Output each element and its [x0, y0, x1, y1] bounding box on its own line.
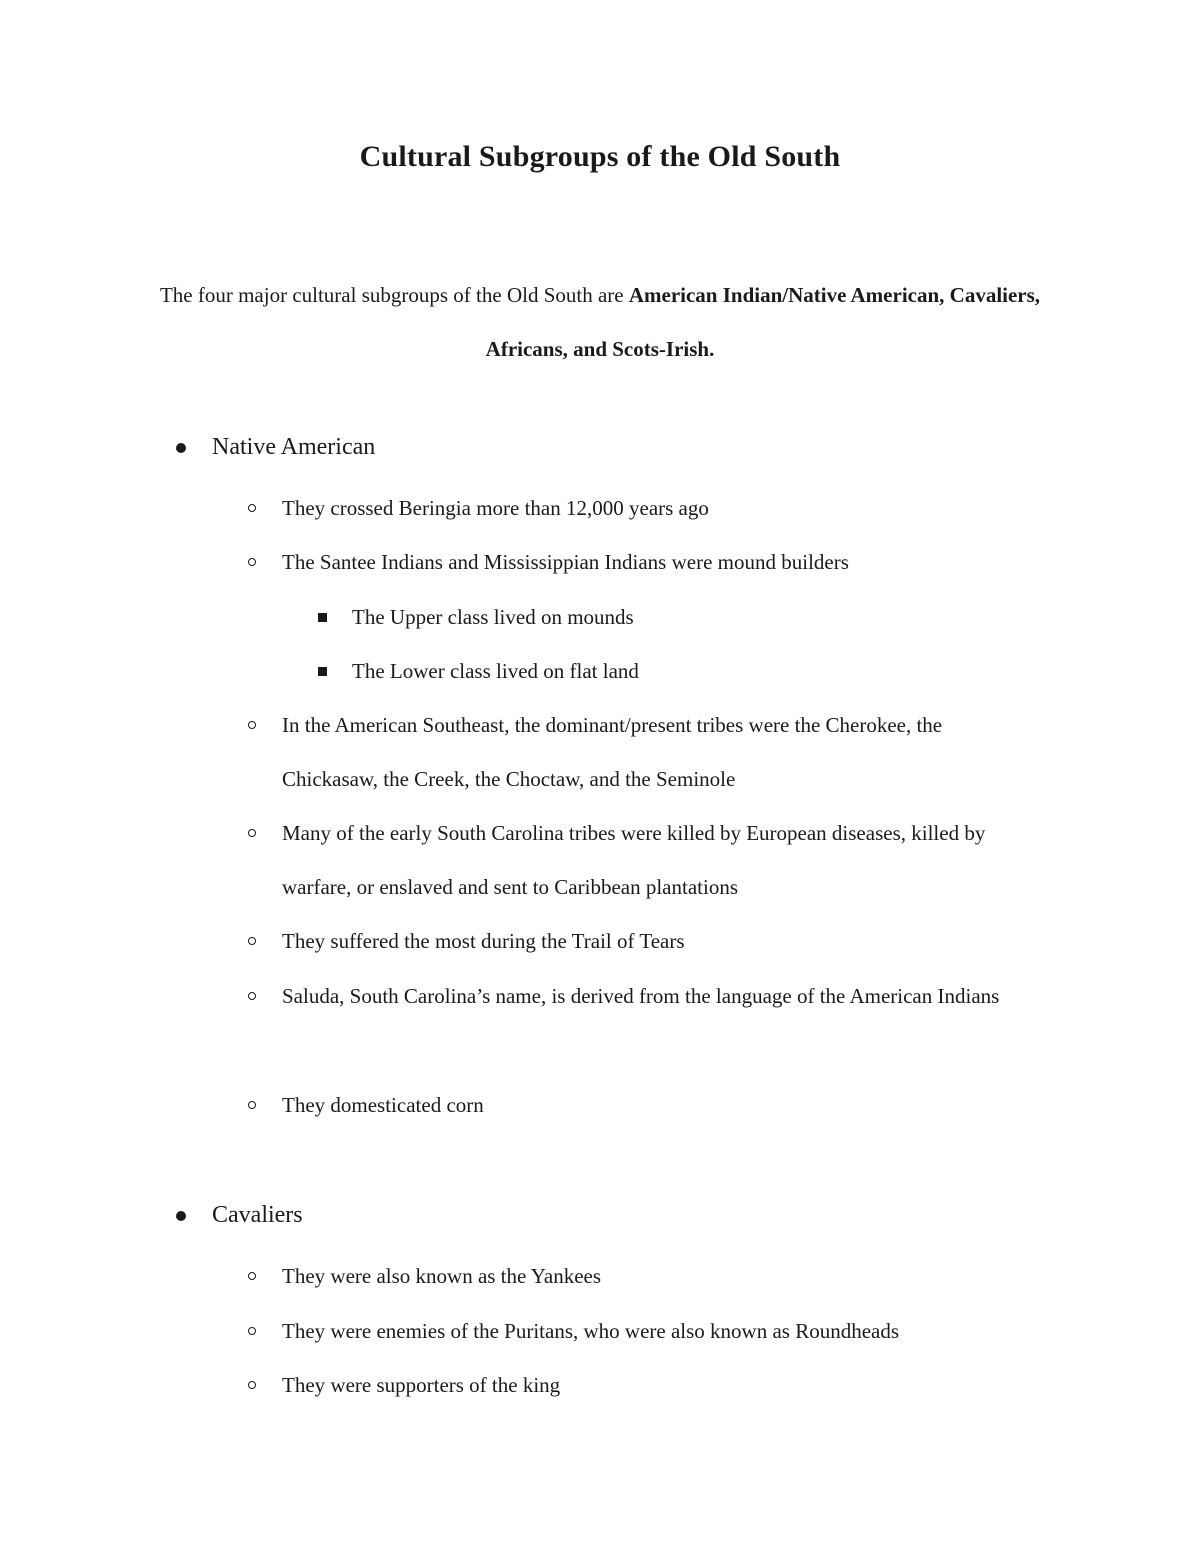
list-item: [248, 1078, 1048, 1132]
section-heading-text: Native American: [212, 434, 376, 460]
section-heading-text: Cavaliers: [212, 1202, 303, 1228]
sub-list-item: [318, 644, 1018, 698]
list-item: [248, 535, 1048, 589]
list-item-text: They suffered the most during the Trail of Tears: [282, 929, 685, 953]
square-bullet-icon: [318, 613, 327, 622]
intro-paragraph: [130, 268, 1070, 376]
list-item-text: Saluda, South Carolina’s name, is derived from the language of the American Indians: [282, 984, 1000, 1008]
list-item-text: They were supporters of the king: [282, 1373, 561, 1397]
hollow-bullet-icon: [248, 1101, 256, 1109]
hollow-bullet-icon: [248, 992, 256, 1000]
list-item-text: They domesticated corn: [282, 1093, 484, 1117]
hollow-bullet-icon: [248, 1327, 256, 1335]
list-item: [248, 969, 1028, 1023]
sub-list-item-text: The Upper class lived on mounds: [352, 605, 634, 629]
hollow-bullet-icon: [248, 1381, 256, 1389]
hollow-bullet-icon: [248, 937, 256, 945]
list-item: [248, 806, 1058, 914]
list-item-text: Many of the early South Carolina tribes were killed by European diseases, killed by warfare, or enslaved and sent to Caribbean plantations: [282, 821, 986, 899]
hollow-bullet-icon: [248, 721, 256, 729]
list-item: [248, 698, 1038, 806]
document-title: Cultural Subgroups of the Old South: [359, 140, 841, 173]
list-item-text: They crossed Beringia more than 12,000 years ago: [282, 496, 709, 520]
list-item: [248, 914, 1048, 968]
square-bullet-icon: [318, 667, 327, 676]
intro-lead: The four major cultural subgroups of the Old South are: [159, 283, 629, 307]
intro-bold-groups: American Indian/Native American, Cavaliers, Africans, and Scots-Irish.: [485, 283, 1041, 361]
list-item-text: In the American Southeast, the dominant/present tribes were the Cherokee, the Chickasaw, the Creek, the Choctaw, and the Seminole: [282, 713, 943, 791]
list-item-text: They were enemies of the Puritans, who were also known as Roundheads: [282, 1319, 900, 1343]
hollow-bullet-icon: [248, 558, 256, 566]
list-item: [248, 1358, 1048, 1412]
hollow-bullet-icon: [248, 504, 256, 512]
hollow-bullet-icon: [248, 829, 256, 837]
list-item-text: They were also known as the Yankees: [282, 1264, 602, 1288]
list-item: [248, 1304, 1048, 1358]
list-item: [248, 1249, 1048, 1303]
hollow-bullet-icon: [248, 1272, 256, 1280]
list-item: [248, 481, 1048, 535]
sub-list-item: [318, 590, 1018, 644]
filled-bullet-icon: [176, 443, 186, 453]
filled-bullet-icon: [176, 1211, 186, 1221]
sub-list-item-text: The Lower class lived on flat land: [352, 659, 639, 683]
list-item-text: The Santee Indians and Mississippian Indians were mound builders: [282, 550, 849, 574]
